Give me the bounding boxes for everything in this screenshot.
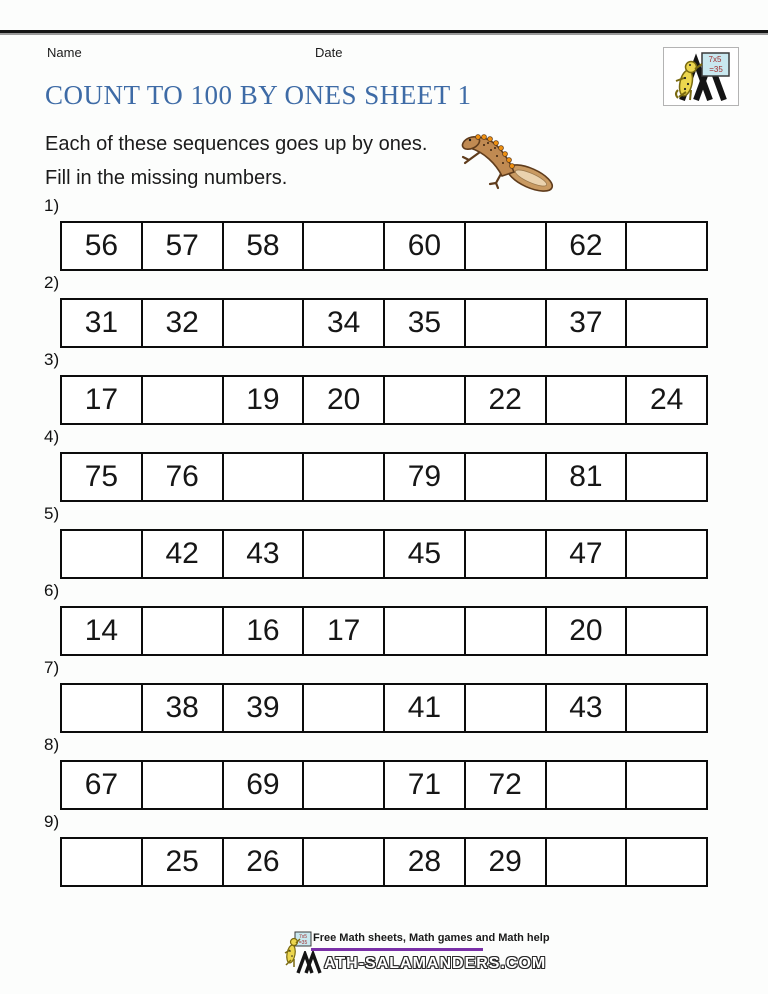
sequence-grid [60,221,708,271]
question-row-3 [0,350,768,427]
sequence-cell: 31 [84,306,119,339]
sequence-cell [545,377,626,423]
question-number: 2) [44,273,60,292]
question-row-7 [0,658,768,735]
footer-site-name: ATH-SALAMANDERS.COM [324,955,547,972]
question-row-6 [0,581,768,658]
question-number: 1) [44,196,60,215]
sequence-grid [60,298,708,348]
sequence-cell [464,685,545,731]
sequence-cell: 24 [625,377,706,423]
sequence-cell: 17 [84,383,119,416]
question-row-1 [0,196,768,273]
sequence-cell [383,608,464,654]
sequence-cell [625,531,706,577]
sequence-cell: 43 [222,531,303,577]
sequence-grid [60,375,708,425]
footer-tagline: Free Math sheets, Math games and Math help [313,932,550,944]
instructions-text [45,127,428,195]
sequence-cell: 14 [84,614,119,647]
sequence-cell: 29 [464,839,545,885]
sequence-cell: 38 [141,685,222,731]
sequence-cell [464,454,545,500]
sequence-cell [302,454,383,500]
question-number: 3) [44,350,60,369]
sequence-cell: 69 [222,762,303,808]
sequence-grid [60,529,708,579]
sequence-cell [141,762,222,808]
sequence-cell [625,762,706,808]
logo-board-line1: 7x5 [708,55,722,64]
sequence-cell [464,223,545,269]
sequence-grid [60,837,708,887]
math-salamanders-logo [663,47,739,106]
question-row-2 [0,273,768,350]
sequence-cell: 25 [141,839,222,885]
sequence-cell [625,685,706,731]
sequence-cell [625,300,706,346]
footer-m-icon [294,951,324,975]
sequence-cell [625,839,706,885]
sequence-cell: 20 [545,608,626,654]
sequence-cell: 81 [545,454,626,500]
sequence-cell [302,762,383,808]
sequence-grid [60,760,708,810]
question-number: 6) [44,581,60,600]
footer-purple-rule [311,948,483,951]
sequence-cell: 71 [383,762,464,808]
sequence-cell [464,300,545,346]
question-number: 7) [44,658,60,677]
instructions-line1: Each of these sequences goes up by ones. [45,133,428,155]
question-number: 4) [44,427,60,446]
sequence-cell: 32 [141,300,222,346]
question-row-9 [0,812,768,889]
sequence-cell: 56 [84,229,119,262]
sequence-cell: 75 [84,460,119,493]
question-row-4 [0,427,768,504]
sequence-cell [62,839,141,885]
sequence-cell: 28 [383,839,464,885]
sequence-cell [625,608,706,654]
salamander-logo-icon [666,50,736,103]
sequence-cell: 19 [222,377,303,423]
sequence-cell: 60 [383,223,464,269]
question-row-8 [0,735,768,812]
sequence-cell: 17 [302,608,383,654]
sequence-cell [141,377,222,423]
sequence-cell: 79 [383,454,464,500]
sequence-cell [464,608,545,654]
sequence-cell [625,454,706,500]
sequence-cell: 76 [141,454,222,500]
sequence-cell: 37 [545,300,626,346]
sequence-grid [60,606,708,656]
sequence-cell [62,531,141,577]
sequence-cell [625,223,706,269]
footer-board-line2: =35 [298,940,308,946]
sequence-grid [60,452,708,502]
sequence-cell [383,377,464,423]
question-row-5 [0,504,768,581]
sequence-cell: 34 [302,300,383,346]
sequence-cell: 67 [84,768,119,801]
footer-board-line1: 7x5 [298,934,308,940]
sequence-cell [62,685,141,731]
sequence-cell [141,608,222,654]
sequence-cell: 45 [383,531,464,577]
sequence-cell: 16 [222,608,303,654]
sequence-cell: 57 [141,223,222,269]
sequence-cell: 62 [545,223,626,269]
sequence-cell: 35 [383,300,464,346]
sequence-cell [545,839,626,885]
sequence-cell: 58 [222,223,303,269]
sequence-cell [222,300,303,346]
sequence-cell [464,531,545,577]
date-field-label: Date [315,45,343,60]
sequence-cell: 20 [302,377,383,423]
name-field-label: Name [47,45,82,60]
sequence-cell [302,839,383,885]
top-horizontal-rule [0,30,768,35]
sequence-cell [302,223,383,269]
sequence-cell: 47 [545,531,626,577]
question-number: 8) [44,735,60,754]
page-title: COUNT TO 100 BY ONES SHEET 1 [45,80,472,110]
sequence-cell: 22 [464,377,545,423]
footer [0,928,768,983]
question-number: 5) [44,504,60,523]
question-list [0,196,768,889]
question-number: 9) [44,812,60,831]
sequence-cell: 72 [464,762,545,808]
sequence-cell: 39 [222,685,303,731]
sequence-grid [60,683,708,733]
sequence-cell [302,531,383,577]
sequence-cell [222,454,303,500]
instructions-line2: Fill in the missing numbers. [45,167,288,189]
sequence-cell: 26 [222,839,303,885]
sequence-cell: 41 [383,685,464,731]
logo-board-line2: =35 [709,65,723,74]
sequence-cell: 43 [545,685,626,731]
sequence-cell: 42 [141,531,222,577]
sequence-cell [302,685,383,731]
sequence-cell [545,762,626,808]
newt-illustration-icon [458,126,558,192]
